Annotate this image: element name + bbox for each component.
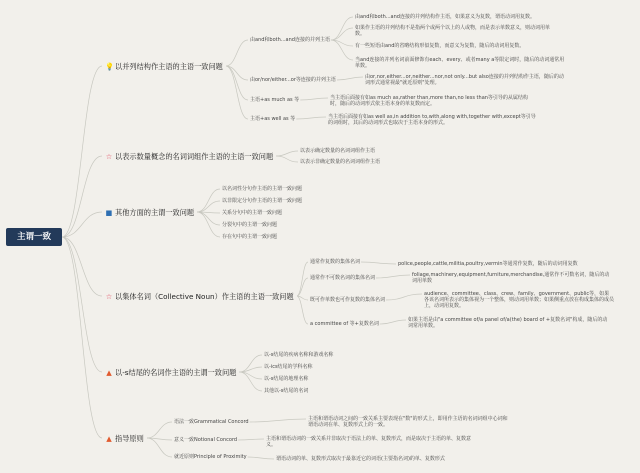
subtopic[interactable]: 由and和both...and连接的并列主语 (250, 37, 330, 43)
note-text: 由or,nor,either...or,neither...nor,not only...but also连接的并列结构作主语，随后的动词形式通常视最"就近原则"处理。 (365, 74, 564, 86)
star-icon: ☆ (105, 292, 113, 301)
branch-topic-label: 以并列结构作主语的主语一致问题 (115, 62, 223, 71)
subtopic[interactable]: 由or/nor/either...or等连接的并列主语 (250, 77, 336, 83)
subtopic[interactable]: 主语+as much as 等 (250, 97, 300, 103)
branch-topic[interactable] (102, 367, 239, 378)
note-text: 如果主语是由"a committee of/a panel of/a(the) board of +复数名词"构成，随后的动词常用单数。 (408, 317, 608, 329)
note-text: foliage,machinery,equipment,furniture,merchandise,通常作不可数名词，随后的动词用单数 (412, 272, 610, 284)
subtopic[interactable]: 以-ics结尾的学科名称 (264, 364, 313, 370)
subtopic[interactable]: 以非限定分句作主语的主谓一致问题 (222, 198, 303, 204)
subtopic[interactable]: 关系分句中的主谓一致问题 (222, 210, 283, 216)
subtopic[interactable]: 以表示确定数量的名词词组作主语 (300, 148, 376, 154)
fire-icon: ▲ (106, 368, 112, 377)
subtopic[interactable]: 主语+as well as 等 (250, 116, 296, 122)
note-text: 主语和谓语动词之间的一致关系主要表现在"数"的形式上，即用作主语的名词词组中心词和谓语动词在单、复数形式上的一致。 (308, 416, 508, 428)
subtopic[interactable]: 分裂句中的主谓一致问题 (222, 222, 278, 228)
note-text: police,people,cattle,militia,poultry,vermin等通常作复数，随后的动词用复数 (398, 261, 578, 267)
note-text: 谓语动词的单、复数形式取决于最靠近它的词语(主要指名词)的单、复数形式 (276, 456, 445, 462)
subtopic[interactable]: 以表示非确定数量的名词词组作主语 (300, 159, 381, 165)
bulb-icon: 💡 (105, 62, 114, 71)
subtopic[interactable]: 通常作复数的集体名词 (310, 259, 361, 265)
branch-topic[interactable] (102, 433, 147, 444)
root-topic[interactable]: 主谓一致 (6, 228, 62, 246)
branch-topic[interactable] (102, 207, 197, 218)
note-text: 当主语后面接有如as well as,in addition to,with,along with,together with,except等引导的词组时，其后的动词形式也取决于主语本身的形式。 (328, 114, 536, 126)
subtopic[interactable]: 意义一致Notional Concord (174, 437, 238, 443)
note-text: 主语和谓语动词的一致关系并非取决于语法上的单、复数形式，而是取决于主语的单、复数意义。 (266, 436, 472, 448)
note-text: 由and和both...and连接的并列结构作主语，如果意义为复数，谓语动词用复数。 (355, 14, 535, 20)
star-icon: ☆ (105, 152, 113, 161)
subtopic[interactable]: 语法一致Grammatical Concord (174, 419, 249, 425)
fire-icon: ▲ (106, 434, 112, 443)
note-text: 如果作主语的并列结构不是指两个或两个以上的人或物，而是表示单数意义，则动词用单数。 (355, 25, 551, 37)
branch-topic[interactable] (102, 61, 226, 72)
note-text: 当主语后面接有如as much as,rather than,more than,no less than等引导的从属结构时，随后的动词形式依主语本身的单复数而定。 (330, 95, 528, 107)
branch-topic-label: 以-s结尾的名词作主语的主谓一致问题 (115, 368, 237, 377)
subtopic[interactable]: 以-s结尾的疾病名称和游戏名称 (264, 352, 334, 358)
note-text: 有一些短语由and的省略结构形似复数，而意义为复数，随后的动词用复数。 (355, 43, 525, 49)
note-text: 当and连接的并列名词前面修饰有each、every、或者many a等限定词时，随后的动词通常用单数。 (355, 57, 565, 69)
subtopic[interactable]: a committee of 等+复数名词 (310, 321, 379, 327)
note-text: audience、committee、class、crew、family、government、public等，如果各该名词所表示的集体视为一个整体，则动词用单数；如果侧重点放在构成集体的成员上，动词用复数。 (424, 291, 615, 309)
book-icon: ■ (105, 208, 113, 217)
subtopic[interactable]: 以-s结尾的地理名称 (264, 376, 309, 382)
branch-topic-label: 其他方面的主谓一致问题 (115, 208, 195, 217)
subtopic[interactable]: 通常作不可数名词的集体名词 (310, 275, 376, 281)
subtopic[interactable]: 以名词性分句作主语的主谓一致问题 (222, 186, 303, 192)
branch-topic-label: 以集体名词（Collective Noun）作主语的主语一致问题 (115, 292, 294, 301)
branch-topic-label: 指导原则 (115, 434, 144, 443)
subtopic[interactable]: 存在句中的主谓一致问题 (222, 234, 278, 240)
subtopic[interactable]: 既可作单数也可作复数的集体名词 (310, 297, 386, 303)
branch-topic[interactable] (102, 291, 297, 302)
subtopic[interactable]: 其他以-s结尾的名词 (264, 388, 309, 394)
subtopic[interactable]: 就近原则Principle of Proximity (174, 454, 247, 460)
branch-topic-label: 以表示数量概念的名词词组作主语的主语一致问题 (115, 152, 274, 161)
branch-topic[interactable] (102, 151, 276, 162)
